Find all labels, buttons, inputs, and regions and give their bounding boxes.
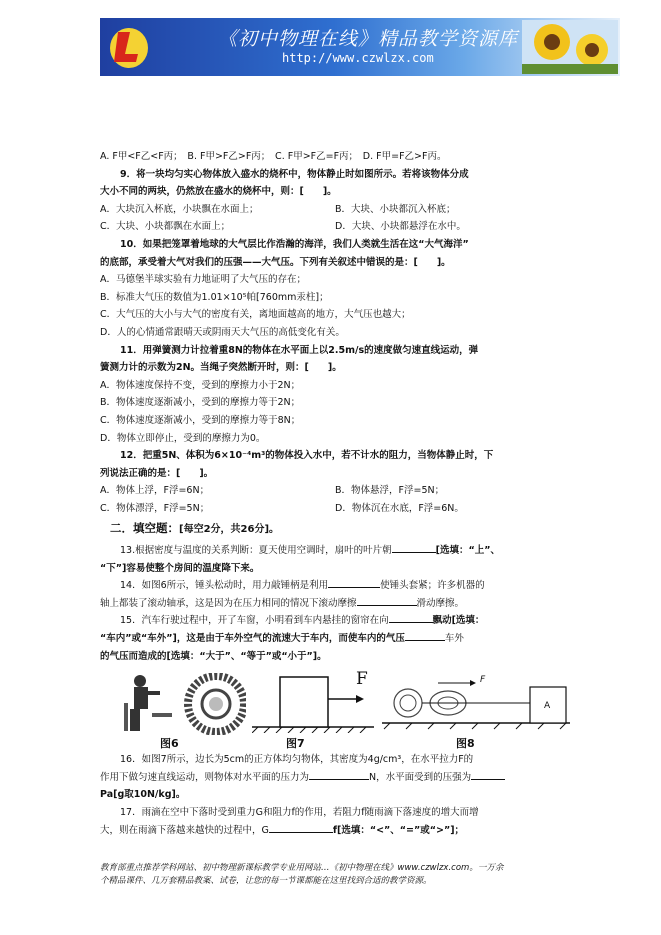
q17-blank-1[interactable] (269, 822, 333, 833)
banner-title: 《初中物理在线》精品教学资源库 (218, 28, 519, 50)
q16-blank-2[interactable] (471, 769, 505, 780)
q11-option-b: B．物体速度逐渐减小，受到的摩擦力等于2N； (100, 397, 301, 409)
q12-option-a: A．物体上浮，F浮=6N； (100, 485, 210, 497)
figures-row (100, 665, 570, 751)
header-banner (100, 18, 620, 76)
q15-text-2a: “车内”或“车外”]，这是由于车外空气的流速大于车内，而使车内的气压 (100, 633, 405, 645)
figure-6-image (122, 673, 246, 735)
q16-blank-1[interactable] (309, 769, 369, 780)
q12-option-c: C．物体漂浮，F浮=5N； (100, 502, 210, 514)
q16-text-2b: N，水平面受到的压强为 (369, 771, 472, 783)
q14-text-2b: 滑动摩擦 (416, 597, 455, 609)
q9-option-d: D．大块、小块都悬浮在水中。 (335, 221, 466, 233)
q16-text-2a: 作用下做匀速直线运动，则物体对水平面的压力为 (100, 771, 310, 783)
q14-text-2c: 。 (454, 597, 465, 609)
q15-blank-1[interactable] (389, 612, 433, 623)
q16-text-1: 16．如图7所示，边长为5cm的正方体均匀物体，其密度为4g/cm³，在水平拉力F的 (120, 754, 474, 766)
q13-blank-1[interactable] (392, 542, 436, 553)
q10-option-c: C．大气压的大小与大气的密度有关，离地面越高的地方，大气压也越大； (100, 309, 411, 321)
q13-text-1a: 13.根据密度与温度的关系判断：夏天使用空调时，扇叶的叶片朝 (120, 545, 392, 557)
q11-stem-2: 簧测力计的示数为2N。当绳子突然断开时，则：[ ]。 (100, 362, 342, 374)
q15-text-1b: 飘动[选填： (432, 615, 485, 627)
q9-stem-2: 大小不同的两块，仍然放在盛水的烧杯中，则：[ ]。 (100, 186, 337, 198)
q14-text-1b: 使锤头套紧；许多机器的 (380, 580, 485, 592)
q9-option-b: B．大块、小块都沉入杯底； (335, 203, 456, 215)
q14-text-1a: 14．如图6所示，锤头松动时，用力敲锤柄是利用 (120, 580, 329, 592)
q17-text-2b: f[选填：“<”、“=”或“>”]； (332, 824, 465, 836)
q10-stem-1: 10．如果把笼罩着地球的大气层比作浩瀚的海洋，我们人类就生活在这“大气海洋” (120, 238, 469, 250)
q16-text-3: Pa[g取10N/kg]。 (100, 789, 186, 801)
q15-text-1a: 15．汽车行驶过程中，开了车窗，小明看到车内悬挂的窗帘在向 (120, 615, 389, 627)
q10-option-d: D．人的心情通常跟晴天或阴雨天大气压的高低变化有关。 (100, 326, 345, 338)
figure-6-caption: 图6 (160, 737, 179, 751)
q12-stem-2: 列说法正确的是：[ ]。 (100, 467, 214, 479)
q12-option-b: B．物体悬浮，F浮=5N； (335, 485, 445, 497)
q11-option-c: C．物体速度逐渐减小，受到的摩擦力等于8N； (100, 414, 301, 426)
section-title: 二．填空题： (110, 521, 179, 536)
section-heading (110, 520, 570, 539)
q9-stem-1: 9．将一块均匀实心物体放入盛水的烧杯中，物体静止时如图所示。若将该物体分成 (120, 168, 469, 180)
exam-content (100, 148, 570, 839)
q8-options: A. F甲<F乙<F丙； B. F甲>F乙>F丙； C. F甲>F乙=F丙； D. F甲=F乙>F丙。 (100, 151, 447, 162)
footer-line-1: 教育部重点推荐学科网站、初中物理新课标教学专业用网站…《初中物理在线》www.czwlzx.com。一万余 (100, 863, 504, 873)
q15-blank-2[interactable] (405, 630, 445, 641)
q9-option-a: A．大块沉入杯底，小块飘在水面上； (100, 203, 259, 215)
figure-8-force-label: F (480, 675, 486, 686)
q9-option-c: C．大块、小块都飘在水面上； (100, 221, 231, 233)
q13-text-1b: [选填：“上”、 (435, 545, 500, 557)
figure-8-block-label: A (544, 701, 551, 712)
q10-option-b: B．标准大气压的数值为1.01×10⁵帕[760mm汞柱]； (100, 291, 329, 303)
q17-text-1: 17．雨滴在空中下落时受到重力G和阻力f的作用，若阻力f随雨滴下落速度的增大而增 (120, 807, 479, 818)
q15-text-3: 的气压而造成的[选填：“大于”、“等于”或“小于”]。 (100, 650, 327, 662)
q12-stem-1: 12．把重5N、体积为6×10⁻⁴m³的物体投入水中，若不计水的阻力，当物体静止时，下 (120, 450, 494, 462)
figure-7-caption: 图7 (286, 737, 305, 751)
figure-7-force-label: F (356, 669, 368, 690)
q12-option-d: D．物体沉在水底，F浮=6N。 (335, 502, 464, 514)
sunflower-image (522, 20, 618, 74)
footer-line-2: 个精品课件、几万套精品教案、试卷，让您的每一节课都能在这里找到合适的教学资源。 (100, 876, 432, 886)
logo-icon (108, 24, 150, 70)
q15-text-2b: 车外 (444, 633, 464, 645)
q10-stem-2: 的底部，承受着大气对我们的压强——大气压。下列有关叙述中错误的是：[ ]。 (100, 256, 451, 268)
q13-text-2: “下”]容易使整个房间的温度降下来。 (100, 562, 260, 574)
figure-8-caption: 图8 (456, 737, 475, 751)
q11-stem-1: 11．用弹簧测力计拉着重8N的物体在水平面上以2.5m/s的速度做匀速直线运动，弹 (120, 344, 479, 356)
q14-blank-2[interactable] (357, 595, 417, 606)
q11-option-a: A．物体速度保持不变，受到的摩擦力小于2N； (100, 379, 301, 391)
q10-option-a: A．马德堡半球实验有力地证明了大气压的存在； (100, 274, 306, 286)
section-note: [每空2分，共26分]。 (179, 524, 280, 536)
page-footer (100, 862, 570, 888)
banner-url[interactable]: http://www.czwlzx.com (282, 51, 434, 65)
q14-blank-1[interactable] (328, 577, 380, 588)
q14-text-2a: 轴上都装了滚动轴承，这是因为在压力相同的情况下滚动摩擦 (100, 597, 357, 609)
q17-text-2a: 大，则在雨滴下落越来越快的过程中，G (100, 824, 269, 836)
q11-option-d: D．物体立即停止，受到的摩擦力为0。 (100, 432, 266, 444)
